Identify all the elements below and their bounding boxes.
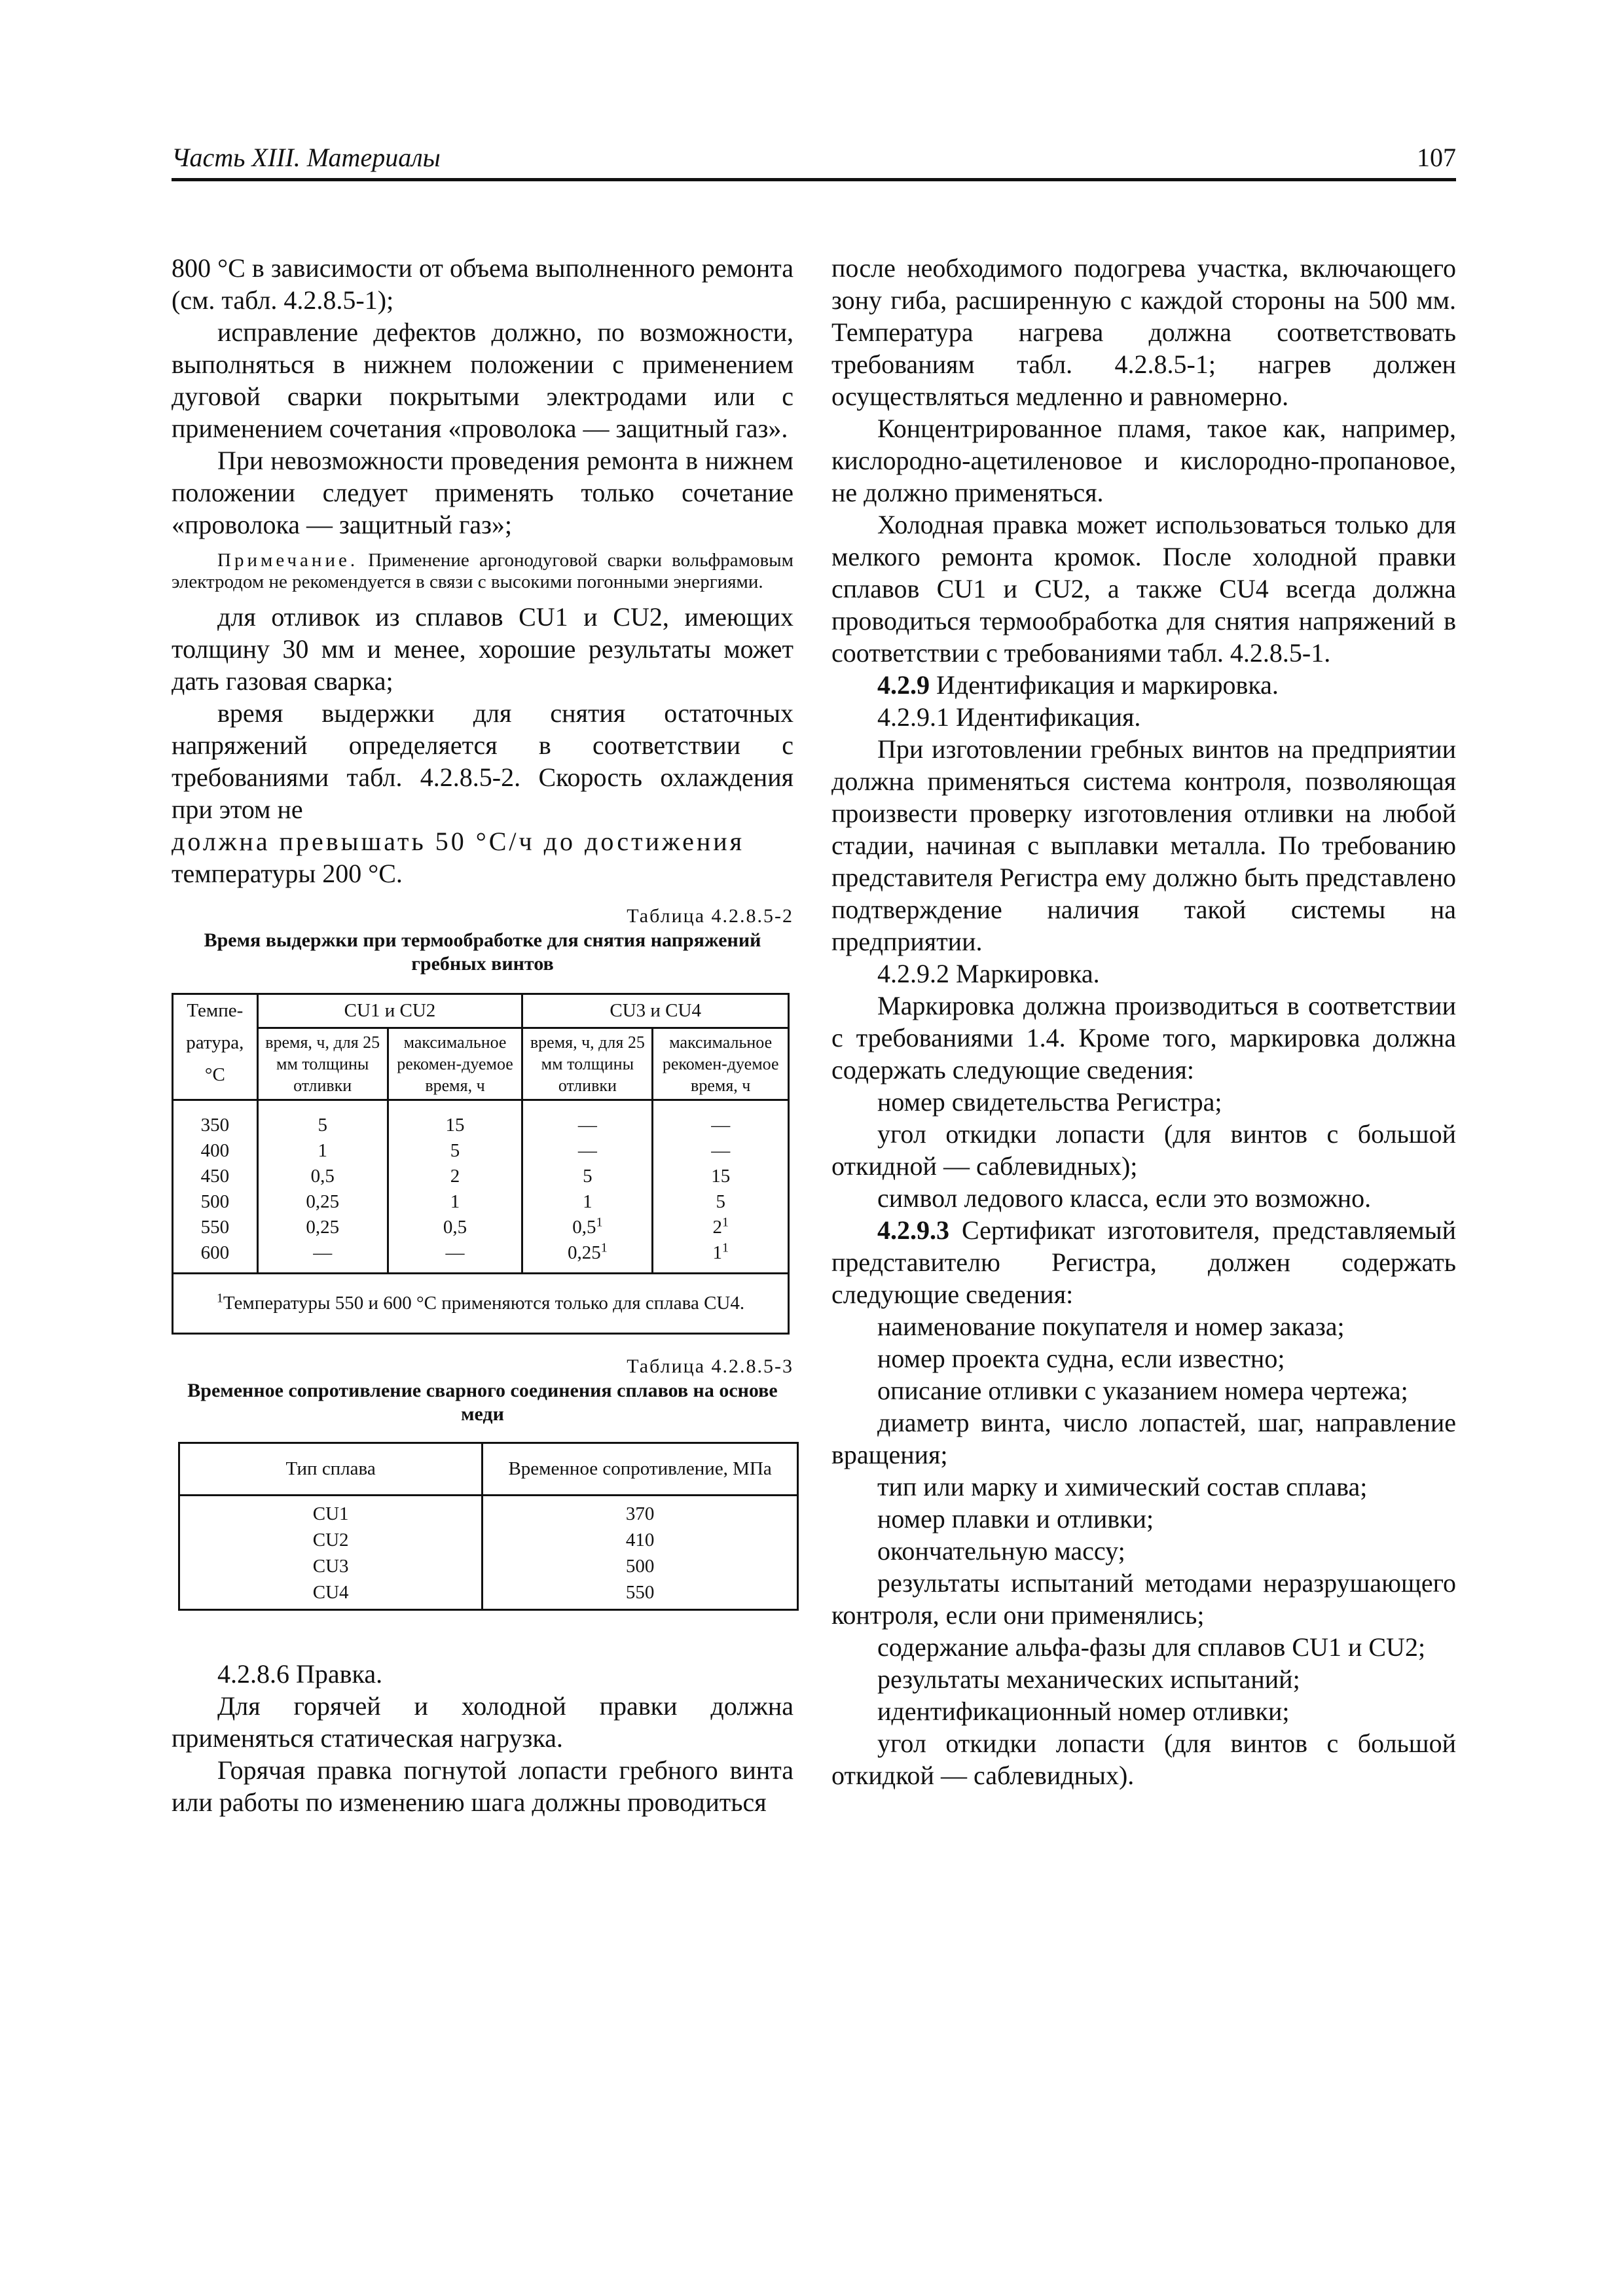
table-cell	[257, 1100, 388, 1139]
table-row	[179, 1553, 798, 1579]
list-item: угол откидки лопасти (для винтов с большой откидной — саблевидных);	[831, 1119, 1456, 1181]
table-cell	[173, 1215, 258, 1240]
running-header	[172, 139, 1456, 181]
paragraph: Маркировка должна производиться в соответствии с требованиями 1.4. Кроме того, маркировка должна содержать следующие сведения:	[831, 991, 1456, 1085]
table-body	[173, 1100, 789, 1274]
cell-value: 350	[200, 1115, 230, 1136]
table-cell	[653, 1138, 789, 1164]
footnote-mark: 1	[596, 1215, 603, 1230]
table-cell	[173, 1100, 258, 1139]
table-cell	[173, 1240, 258, 1274]
paragraph: При невозможности проведения ремонта в нижнем положении следует применять только сочетание «проволока — защитный газ»;	[172, 446, 793, 539]
cell-value: 1	[712, 1242, 722, 1263]
list-item: идентификационный номер отливки;	[877, 1696, 1290, 1726]
table-cell	[257, 1215, 388, 1240]
paragraph: При изготовлении гребных винтов на предприятии должна применяться система контроля, позволяющая произвести проверку изготовления отливки на любой стадии, начиная с выплавки металла. По требованию представителя Регистра ему должно быть представлено подтверждение наличия такой системы на предприятии.	[831, 734, 1456, 956]
table-cell	[653, 1100, 789, 1139]
cell-value: 1	[583, 1191, 593, 1212]
paragraph-text: Сертификат изготовителя, представляемый представителю Регистра, должен содержать следующие сведения:	[831, 1215, 1456, 1309]
paragraph: Горячая правка погнутой лопасти гребного винта или работы по изменению шага должны проводиться	[172, 1755, 793, 1817]
table-cell	[173, 1138, 258, 1164]
list-item: описание отливки с указанием номера чертежа;	[877, 1376, 1408, 1405]
table-row	[173, 1240, 789, 1274]
table-cell	[173, 1164, 258, 1189]
table-cell	[173, 1189, 258, 1215]
cell-value: —	[577, 1115, 597, 1136]
paragraph: исправление дефектов должно, по возможности, выполняться в нижнем положении с применением дуговой сварки покрытыми электродами или с применением сочетания «проволока — защитный газ».	[172, 317, 793, 443]
subsection-heading: 4.2.9.2 Маркировка.	[877, 959, 1100, 988]
cell-value: 5	[716, 1191, 725, 1212]
table-cell: 370	[483, 1496, 798, 1528]
table-row	[179, 1527, 798, 1553]
column-header: максимальное рекомен-дуемое время, ч	[653, 1028, 789, 1100]
footnote-text: Температуры 550 и 600 °C применяются только для сплава CU4.	[223, 1293, 745, 1314]
cell-value: 2	[450, 1166, 460, 1187]
table-row	[179, 1496, 798, 1528]
table-cell	[653, 1215, 789, 1240]
table-row	[179, 1579, 798, 1610]
cell-value: 5	[318, 1115, 327, 1136]
subsection-heading: 4.2.9.1 Идентификация.	[877, 702, 1141, 732]
table-cell: 500	[483, 1553, 798, 1579]
cell-value: —	[445, 1242, 465, 1263]
note-text: Применение аргонодуговой сварки вольфрамовым электродом не рекомендуется в связи с высокими погонными энергиями.	[172, 550, 794, 592]
column-header: время, ч, для 25 мм толщины отливки	[522, 1028, 653, 1100]
column-group-header: CU1 и CU2	[257, 994, 522, 1028]
paragraph	[831, 1214, 1456, 1310]
paragraph: Концентрированное пламя, такое как, например, кислородно-ацетиленовое и кислородно-пропановое, не должно применяться.	[831, 414, 1456, 507]
section-heading: 4.2.8.6 Правка.	[217, 1659, 383, 1689]
cell-value: —	[313, 1242, 333, 1263]
cell-value: 1	[450, 1191, 460, 1212]
section-title: Идентификация и маркировка.	[936, 670, 1279, 700]
list-item: окончательную массу;	[877, 1536, 1125, 1566]
paragraph: после необходимого подогрева участка, включающего зону гиба, расширенную с каждой стороны на 500 мм. Температура нагрева должна соответствовать требованиям табл. 4.2.8.5-1; нагрев должен осуществляться медленно и равномерно.	[831, 253, 1456, 411]
section-number: 4.2.9	[877, 670, 930, 700]
list-item: диаметр винта, число лопастей, шаг, направление вращения;	[831, 1408, 1456, 1469]
table-cell	[388, 1215, 522, 1240]
table-cell: CU4	[179, 1579, 483, 1610]
table-cell	[522, 1164, 653, 1189]
footnote-mark: 1	[216, 1291, 223, 1306]
tensile-strength-table	[178, 1442, 799, 1611]
table-cell	[522, 1240, 653, 1274]
cell-value: 2	[712, 1217, 722, 1238]
cell-value: 5	[583, 1166, 593, 1187]
table-row	[173, 1138, 789, 1164]
table-cell	[388, 1240, 522, 1274]
note-label: Примечание.	[217, 550, 359, 571]
holding-time-table	[172, 993, 790, 1335]
table-cell	[522, 1215, 653, 1240]
table-title: Временное сопротивление сварного соединения сплавов на основе меди	[187, 1380, 778, 1425]
cell-value: 0,25	[567, 1242, 601, 1263]
cell-value: 550	[200, 1217, 230, 1238]
paragraph: 800 °C в зависимости от объема выполненного ремонта (см. табл. 4.2.8.5-1);	[172, 253, 793, 315]
table-cell	[388, 1164, 522, 1189]
column-header: время, ч, для 25 мм толщины отливки	[257, 1028, 388, 1100]
list-item: номер свидетельства Регистра;	[877, 1087, 1222, 1117]
cell-value: 0,25	[306, 1191, 340, 1212]
cell-value: 0,25	[306, 1217, 340, 1238]
cell-value: —	[711, 1115, 731, 1136]
cell-value: 5	[450, 1140, 460, 1161]
left-column	[172, 252, 793, 1818]
column-header: Тип сплава	[179, 1443, 483, 1496]
table-row	[173, 1215, 789, 1240]
page-number: 107	[1417, 143, 1456, 172]
cell-value: —	[577, 1140, 597, 1161]
note	[172, 550, 793, 593]
right-column	[831, 252, 1456, 1791]
table-row	[173, 1164, 789, 1189]
footnote-mark: 1	[600, 1240, 608, 1255]
table-cell	[653, 1240, 789, 1274]
table-cell	[653, 1164, 789, 1189]
list-item: номер плавки и отливки;	[877, 1504, 1154, 1534]
table-row	[173, 1189, 789, 1215]
footnote-mark: 1	[721, 1240, 729, 1255]
table-cell	[257, 1164, 388, 1189]
paragraph: время выдержки для снятия остаточных напряжений определяется в соответствии с требованиями табл. 4.2.8.5-2. Скорость охлаждения при этом не	[172, 698, 793, 824]
table-cell	[522, 1189, 653, 1215]
table-cell	[257, 1138, 388, 1164]
paragraph: температуры 200 °C.	[172, 859, 403, 888]
list-item: номер проекта судна, если известно;	[877, 1344, 1285, 1373]
paragraph: для отливок из сплавов CU1 и CU2, имеющих толщину 30 мм и менее, хорошие результаты может дать газовая сварка;	[172, 602, 793, 696]
header-section-title: Часть XIII. Материалы	[172, 143, 441, 172]
list-item: результаты механических испытаний;	[877, 1664, 1300, 1694]
list-item: содержание альфа-фазы для сплавов CU1 и CU2;	[877, 1632, 1426, 1662]
column-header: максимальное рекомен-дуемое время, ч	[388, 1028, 522, 1100]
table-cell: CU3	[179, 1553, 483, 1579]
cell-value: 400	[200, 1140, 230, 1161]
column-header: Темпе-ратура, °C	[173, 994, 258, 1100]
column-header: Временное сопротивление, МПа	[483, 1443, 798, 1496]
cell-value: 450	[200, 1166, 230, 1187]
column-group-header: CU3 и CU4	[522, 994, 789, 1028]
table-cell: 550	[483, 1579, 798, 1610]
table-row	[173, 1100, 789, 1139]
paragraph: должна превышать 50 °C/ч до достижения	[172, 827, 745, 856]
table-cell	[653, 1189, 789, 1215]
cell-value: 0,5	[310, 1166, 335, 1187]
table-body	[179, 1496, 798, 1610]
table-cell	[522, 1138, 653, 1164]
table-number: Таблица 4.2.8.5-2	[627, 905, 793, 927]
table-title: Время выдержки при термообработке для снятия напряжений гребных винтов	[204, 929, 761, 975]
table-cell	[257, 1240, 388, 1274]
table-cell: CU2	[179, 1527, 483, 1553]
section-heading	[831, 669, 1456, 701]
table-cell: 410	[483, 1527, 798, 1553]
table-cell	[522, 1100, 653, 1139]
table-cell	[388, 1189, 522, 1215]
footnote-mark: 1	[721, 1215, 729, 1230]
table-footnote	[173, 1274, 789, 1334]
table-cell	[388, 1100, 522, 1139]
cell-value: 0,5	[572, 1217, 596, 1238]
list-item: результаты испытаний методами неразрушающего контроля, если они применялись;	[831, 1568, 1456, 1630]
table-cell: CU1	[179, 1496, 483, 1528]
cell-value: 600	[200, 1242, 230, 1263]
list-item: символ ледового класса, если это возможно.	[877, 1183, 1372, 1213]
list-item: угол откидки лопасти (для винтов с большой откидкой — саблевидных).	[831, 1729, 1456, 1790]
paragraph: Для горячей и холодной правки должна применяться статическая нагрузка.	[172, 1691, 793, 1753]
cell-value: 0,5	[443, 1217, 467, 1238]
cell-value: 15	[445, 1115, 465, 1136]
list-item: наименование покупателя и номер заказа;	[877, 1312, 1345, 1341]
list-item: тип или марку и химический состав сплава;	[877, 1472, 1368, 1501]
cell-value: 500	[200, 1191, 230, 1212]
table-cell	[257, 1189, 388, 1215]
subsection-number: 4.2.9.3	[877, 1215, 949, 1245]
paragraph: Холодная правка может использоваться только для мелкого ремонта кромок. После холодной правки сплавов CU1 и CU2, а также CU4 всегда должна проводиться термообработка для снятия напряжений в соответствии с требованиями табл. 4.2.8.5-1.	[831, 510, 1456, 668]
cell-value: —	[711, 1140, 731, 1161]
table-cell	[388, 1138, 522, 1164]
cell-value: 15	[711, 1166, 731, 1187]
cell-value: 1	[318, 1140, 327, 1161]
table-number: Таблица 4.2.8.5-3	[627, 1355, 793, 1377]
